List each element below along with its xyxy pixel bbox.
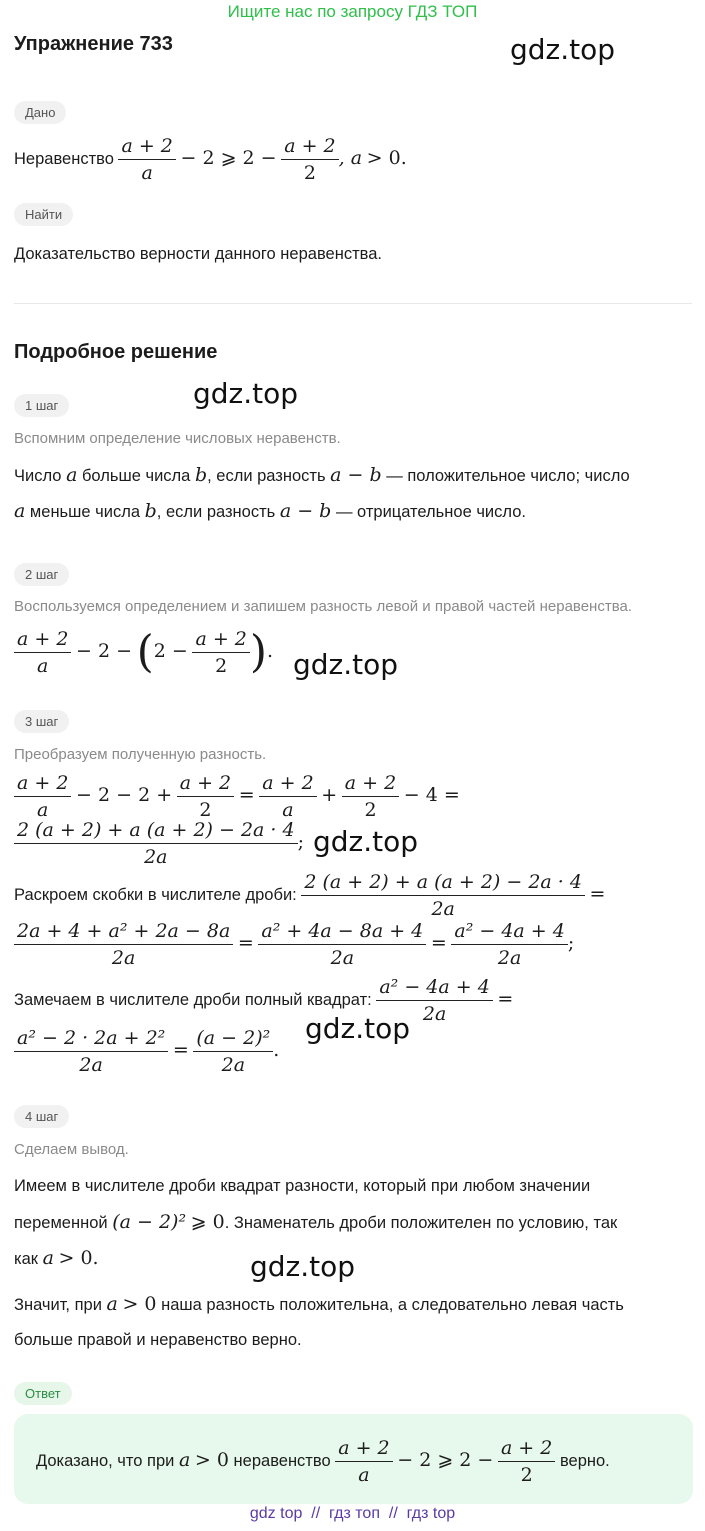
find-badge: Найти <box>14 203 73 226</box>
given-badge: Дано <box>14 101 66 124</box>
watermark: gdz.top <box>510 33 616 66</box>
step4-hint: Сделаем вывод. <box>14 1141 129 1158</box>
step3-line3: $\frac{\text{2a + 4 + a² + 2a − 8a}}{2a}$ = $\frac{\text{a² + 4a − 8a + 4}}{2a}$ = $\frac{\text{a² − 4a + 4}}{2a}$ ; <box>14 914 574 973</box>
given-inequality: Неравенство $\frac{a + 2}{a}$ − 2 ⩾ 2 − $\frac{a + 2}{2}$ , a > 0. <box>14 135 407 185</box>
step1-badge: 1 шаг <box>14 394 69 417</box>
top-banner[interactable]: Ищите нас по запросу ГДЗ ТОП <box>227 2 478 21</box>
step4-p1-line3: как a > 0. <box>14 1247 99 1269</box>
step1-hint: Вспомним определение числовых неравенств. <box>14 430 341 447</box>
step3-open-brackets: Раскроем скобки в числителе дроби: $\frac{2 (a + 2) + a (a + 2) - 2a \cdot 4}{2a}$ = <box>14 871 606 921</box>
watermark: gdz.top <box>305 1012 411 1045</box>
step3-badge: 3 шаг <box>14 710 69 733</box>
step1-line2: a меньше числа b, если разность a − b — отрицательное число. <box>14 500 526 522</box>
step4-p2-line1: Значит, при a > 0 наша разность положительна, а следовательно левая часть <box>14 1293 624 1315</box>
solution-title: Подробное решение <box>14 341 218 363</box>
step3-hint: Преобразуем полученную разность. <box>14 746 267 763</box>
step4-p1-line1: Имеем в числителе дроби квадрат разности, который при любом значении <box>14 1177 591 1195</box>
answer-badge: Ответ <box>14 1382 72 1405</box>
bottom-links[interactable]: gdz top // гдз топ // гдз top <box>249 1505 456 1522</box>
step2-hint: Воспользуемся определением и запишем разность левой и правой частей неравенства. <box>14 598 633 615</box>
step2-badge: 2 шаг <box>14 563 69 586</box>
step3-full-square: Замечаем в числителе дроби полный квадрат: $\frac{\text{a² − 4a + 4}}{2a}$ = <box>14 976 514 1026</box>
step3-line1: $\frac{a + 2}{a}$ − 2 − 2 + $\frac{a + 2}{2}$ = $\frac{a + 2}{a}$ + $\frac{a + 2}{2}$ − 4 = <box>14 766 460 825</box>
step4-p1-line2: переменной (a − 2)² ⩾ 0. Знаменатель дроби положителен по условию, так <box>14 1211 618 1233</box>
step3-line4: $\frac{\text{a² − 2 · 2a + 2²}}{2a}$ = $\frac{\text{(a − 2)²}}{2a}$ . <box>14 1021 279 1080</box>
find-text: Доказательство верности данного неравенства. <box>14 245 382 263</box>
answer-text: Доказано, что при a > 0 неравенство $\frac{a + 2}{a}$ − 2 ⩾ 2 − $\frac{a + 2}{2}$ верно. <box>36 1437 610 1487</box>
watermark: gdz.top <box>193 377 299 410</box>
watermark: gdz.top <box>250 1250 356 1283</box>
watermark: gdz.top <box>313 825 419 858</box>
watermark: gdz.top <box>293 648 399 681</box>
divider <box>14 303 692 304</box>
step1-line1: Число a больше числа b, если разность a − b — положительное число; число <box>14 464 630 486</box>
page-title: Упражнение 733 <box>14 33 173 55</box>
step2-expression: $\frac{a + 2}{a}$ − 2 − (2 − $\frac{a + 2}{2}$ ). <box>14 621 273 683</box>
step4-badge: 4 шаг <box>14 1105 69 1128</box>
step4-p2-line2: больше правой и неравенство верно. <box>14 1331 302 1349</box>
step3-line2: $\frac{2 (a + 2) + a (a + 2) - 2a \cdot 4}{2a}$ ; <box>14 813 304 872</box>
